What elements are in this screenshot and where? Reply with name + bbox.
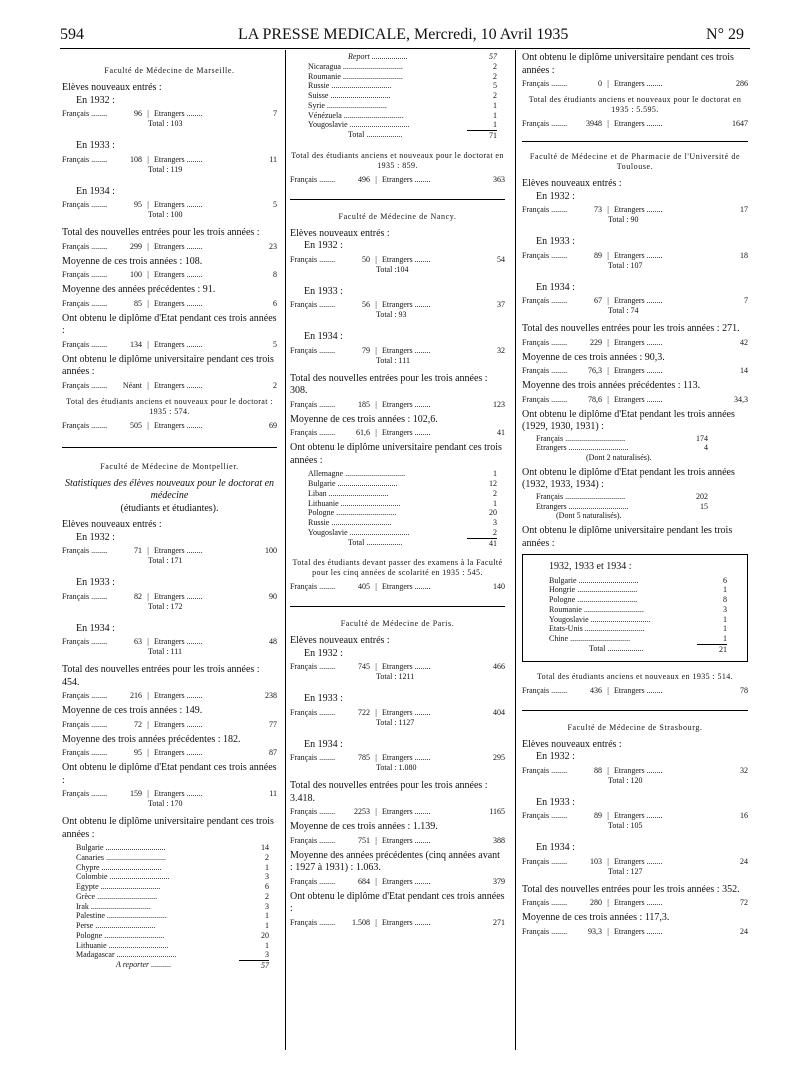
paragraph: Moyenne des années précédentes : 91. [62, 284, 216, 295]
year-label: En 1933 : [76, 577, 115, 588]
country-row: Irak .............................. 3 [76, 901, 269, 911]
year-label: En 1933 : [304, 285, 343, 297]
country-row: Pologne .............................. 20 [76, 930, 269, 940]
stat-row: Français ........ 505 | Etrangers ........ 69 [62, 420, 277, 430]
row-total: Total : 171 [148, 556, 183, 565]
stat-row: Français ........ 85 | Etrangers ........ 6 [62, 298, 277, 308]
stat-row: Français ........ 108 | Etrangers ........ 11 [62, 154, 277, 164]
paragraph: Elèves nouveaux entrés : [522, 178, 622, 189]
stat-row: Français .............................. 202 [536, 491, 708, 501]
stat-row: Français ........ 280 | Etrangers ........ 72 [522, 898, 748, 907]
paragraph: Ont obtenu le diplôme universitaire pendant ces trois années : [522, 52, 734, 76]
paragraph: Moyenne de ces trois années : 149. [62, 705, 203, 716]
stat-row: Etrangers .............................. 4 [536, 443, 708, 453]
year-label: En 1933 : [536, 796, 575, 808]
country-row: Colombie .............................. 3 [76, 872, 269, 882]
years-label: 1932, 1933 et 1934 : [549, 561, 632, 572]
stat-row: Français ........ 78,6 | Etrangers ........ 34,3 [522, 394, 748, 404]
row-total: Total : 1.080 [376, 763, 417, 773]
country-row: Madagascar .............................. 3 [76, 950, 269, 960]
country-row: Suisse .............................. 2 [308, 91, 497, 100]
paragraph: Ont obtenu le diplôme universitaire pendant les trois années : [522, 525, 733, 549]
section-title: Faculté de Médecine de Paris. [340, 619, 455, 629]
year-label: En 1932 : [304, 240, 343, 252]
section-title: Faculté de Médecine et de Pharmacie de l'Université de Toulouse. [529, 152, 741, 171]
row-total: Total : 103 [148, 119, 183, 128]
section-rule [290, 606, 505, 607]
country-row: Liban .............................. 2 [308, 488, 497, 498]
stat-row: Français ........ 73 | Etrangers ........ 17 [522, 205, 748, 214]
year-label: En 1934 : [304, 738, 343, 750]
paragraph: Ont obtenu le diplôme d'Etat pendant ces trois années : [290, 890, 505, 915]
country-row: Bulgarie .............................. 14 [76, 843, 269, 852]
stat-row: Français ........ 103 | Etrangers ........ 24 [522, 856, 748, 866]
country-row: Egypte .............................. 6 [76, 882, 269, 891]
stat-row: Français ........ 76,3 | Etrangers ........ 14 [522, 366, 748, 375]
country-row: Nicaragua .............................. 2 [308, 61, 497, 71]
stat-row: Français ........ 93,3 | Etrangers ........ 24 [522, 926, 748, 936]
stat-row: Français ........ 95 | Etrangers ........ 87 [62, 748, 277, 757]
column-3 [522, 52, 748, 937]
stat-row: Français ........ 61,6 | Etrangers ........ 41 [290, 428, 505, 438]
paragraph: Total des nouvelles entrées pour les trois années : 308. [290, 372, 488, 397]
total-students-heading: Total des étudiants anciens et nouveaux pour le doctorat en 1935 : 5.595. [528, 95, 742, 114]
country-row: Canaries .............................. 2 [76, 852, 269, 862]
stat-row: Français ........ 100 | Etrangers ........ 8 [62, 270, 277, 279]
country-row: Roumanie .............................. 3 [549, 604, 727, 614]
row-total: Total : 170 [148, 799, 183, 808]
row-total: Total : 111 [376, 355, 410, 365]
paragraph: Ont obtenu le diplôme universitaire pendant ces trois années : [62, 353, 274, 377]
paragraph: Total des nouvelles entrées pour les trois années : 271. [522, 323, 740, 334]
year-label: En 1934 : [304, 331, 343, 343]
country-row: Yougoslavie .............................. 1 [308, 120, 497, 130]
country-row: Russie .............................. 5 [308, 81, 497, 91]
section-rule [522, 710, 748, 711]
stat-row: Français ........ 63 | Etrangers ........ 48 [62, 637, 277, 646]
year-label: En 1934 : [76, 622, 115, 634]
note: (Dont 2 naturalisés). [586, 453, 652, 462]
paragraph: Moyenne de ces trois années : 117,3. [522, 912, 670, 923]
year-label: En 1932 : [76, 531, 115, 543]
row-total: Total : 74 [608, 306, 639, 315]
report-row: Report .................. 57 [348, 52, 497, 61]
stat-row: Français ........ 82 | Etrangers ........ 90 [62, 591, 277, 601]
country-row: Roumanie .............................. 2 [308, 71, 497, 81]
stat-row: Français ........ 745 | Etrangers ........ 466 [290, 662, 505, 672]
country-row: Lithuanie .............................. 1 [308, 498, 497, 508]
paragraph: Total des nouvelles entrées pour les trois années : 352. [522, 883, 740, 895]
total-row: Total .................. 41 [348, 537, 497, 548]
stat-row: Français ........ 496 | Etrangers ........ 363 [290, 174, 505, 184]
paragraph: Ont obtenu le diplôme d'Etat pendant les trois années (1932, 1933, 1934) : [522, 466, 735, 491]
total-students-heading: Total des étudiants anciens et nouveaux pour le doctorat en 1935 : 859. [291, 150, 504, 170]
paragraph: Elèves nouveaux entrés : [62, 519, 162, 530]
stat-row: Français ........ Néant | Etrangers ........ 2 [62, 380, 277, 390]
year-label: En 1934 : [76, 185, 115, 197]
row-total: Total : 119 [148, 164, 183, 174]
row-total: Total : 111 [148, 647, 182, 656]
total-students-heading: Total des étudiants anciens et nouveaux pour le doctorat : 1935 : 574. [66, 396, 273, 416]
paragraph: Elèves nouveaux entrés : [290, 635, 390, 647]
country-row: Bulgarie .............................. 6 [549, 575, 727, 585]
column-divider [515, 50, 516, 1050]
paragraph: (étudiants et étudiantes). [120, 502, 219, 514]
country-row: Etats-Unis .............................. 1 [549, 624, 727, 634]
year-label: En 1932 : [304, 647, 343, 659]
paragraph: Total des nouvelles entrées pour les trois années : 454. [62, 664, 260, 688]
country-row: Vénézuela .............................. 1 [308, 110, 497, 120]
note: (Dont 5 naturalisés). [556, 511, 622, 521]
stat-row: Français ........ 216 | Etrangers ........ 238 [62, 691, 277, 700]
header-rule [60, 48, 750, 49]
row-total: Total : 1211 [376, 672, 415, 682]
stat-row: Français ........ 0 | Etrangers ........ 286 [522, 79, 748, 88]
diploma-table-box [522, 554, 748, 662]
page-header [60, 26, 750, 48]
country-row: Hongrie .............................. 1 [549, 585, 727, 595]
stat-row: Français ........ 405 | Etrangers ........ 140 [290, 582, 505, 592]
stat-row: Français ........ 299 | Etrangers ........ 23 [62, 241, 277, 251]
row-total: Total : 93 [376, 310, 407, 320]
paragraph: Ont obtenu le diplôme universitaire pendant ces trois années : [62, 816, 274, 840]
row-total: Total : 127 [608, 866, 643, 876]
stat-row: Français ........ 436 | Etrangers ........ 78 [522, 685, 748, 695]
stat-row: Français ........ 67 | Etrangers ........ 7 [522, 296, 748, 305]
stat-row: Français ........ 88 | Etrangers ........ 32 [522, 765, 748, 775]
row-total: Total : 172 [148, 601, 183, 611]
country-row: Bulgarie .............................. 12 [308, 479, 497, 488]
row-total: Total : 100 [148, 210, 183, 219]
journal-title: LA PRESSE MEDICALE, Mercredi, 10 Avril 1935 [238, 26, 569, 43]
stat-row: Français ........ 89 | Etrangers ........ 16 [522, 811, 748, 820]
stat-row: Français ........ 79 | Etrangers ........ 32 [290, 345, 505, 355]
stat-row: Français ........ 89 | Etrangers ........ 18 [522, 250, 748, 260]
section-title: Faculté de Médecine de Strasbourg. [567, 722, 703, 732]
row-total: Total :104 [376, 264, 409, 274]
stat-row: Français ........ 159 | Etrangers ........ 11 [62, 789, 277, 798]
stat-row: Français ........ 684 | Etrangers ........ 379 [290, 876, 505, 886]
paragraph: Ont obtenu le diplôme d'Etat pendant ces trois années : [62, 312, 277, 336]
country-row: Grèce .............................. 2 [76, 891, 269, 901]
issue-number: N° 29 [706, 26, 744, 43]
stat-row: Français ........ 3948 | Etrangers ........ 1647 [522, 119, 748, 128]
country-row: Allemagne .............................. 1 [308, 469, 497, 479]
stat-row: Français ........ 134 | Etrangers ........ 5 [62, 339, 277, 349]
year-label: En 1932 : [76, 94, 115, 106]
year-label: En 1934 : [536, 842, 575, 853]
stat-row: Français ........ 785 | Etrangers ........ 295 [290, 753, 505, 763]
paragraph: Moyenne des années précédentes (cinq années avant : 1927 à 1931) : 1.063. [290, 849, 500, 874]
column-1 [62, 52, 277, 971]
paragraph: Statistiques des élèves nouveaux pour le doctorat en médecine [64, 477, 275, 501]
row-total: Total : 1127 [376, 717, 415, 727]
country-row: Perse .............................. 1 [76, 921, 269, 930]
stat-row: Français ........ 2253 | Etrangers ........ 1165 [290, 807, 505, 817]
stat-row: Français ........ 1.508 | Etrangers ........ 271 [290, 917, 505, 927]
paragraph: Elèves nouveaux entrés : [290, 227, 390, 239]
total-students-heading: Total des étudiants devant passer des examens à la Faculté pour les cinq années de scolarité en 1935 : 545. [292, 558, 503, 578]
country-row: Lithuanie .............................. 1 [76, 940, 269, 950]
section-title: Faculté de Médecine de Marseille. [104, 66, 235, 75]
country-row: Syrie .............................. 1 [308, 100, 497, 110]
row-total: Total : 105 [608, 821, 643, 830]
country-row: Russie .............................. 3 [308, 518, 497, 527]
section-rule [62, 447, 277, 448]
country-row: Palestine .............................. 1 [76, 911, 269, 921]
stat-row: Français ........ 72 | Etrangers ........ 77 [62, 719, 277, 729]
paragraph: Moyenne de ces trois années : 90,3. [522, 351, 665, 363]
row-total: Total : 120 [608, 775, 643, 785]
country-row: Chine .............................. 1 [549, 634, 727, 643]
total-row: Total .................. 21 [589, 643, 727, 654]
total-row: Total .................. 71 [348, 130, 497, 140]
stat-row: Français ........ 751 | Etrangers ........ 388 [290, 835, 505, 845]
paragraph: Ont obtenu le diplôme d'Etat pendant ces trois années : [62, 762, 277, 786]
stat-row: Français ........ 50 | Etrangers ........ 54 [290, 254, 505, 264]
stat-row: Etrangers .............................. 15 [536, 501, 708, 511]
stat-row: Français ........ 56 | Etrangers ........ 37 [290, 300, 505, 310]
section-rule [522, 141, 748, 142]
stat-row: Français ........ 229 | Etrangers ........ 42 [522, 337, 748, 347]
country-row: Yougoslavie .............................. 2 [308, 527, 497, 537]
row-total: Total : 90 [608, 215, 639, 224]
paragraph: Ont obtenu le diplôme d'Etat pendant les trois années (1929, 1930, 1931) : [522, 408, 735, 432]
row-total: Total : 107 [608, 260, 643, 270]
stat-row: Français ........ 95 | Etrangers ........ 5 [62, 200, 277, 209]
page-number: 594 [60, 26, 84, 43]
stat-row: Français ........ 185 | Etrangers ........ 123 [290, 399, 505, 409]
year-label: En 1933 : [304, 693, 343, 705]
year-label: En 1934 : [536, 281, 575, 293]
paragraph: Moyenne de ces trois années : 102,6. [290, 413, 438, 425]
paragraph: Moyenne des trois années précédentes : 182. [62, 733, 241, 745]
paragraph: Elèves nouveaux entrés : [522, 738, 622, 750]
year-label: En 1932 : [536, 751, 575, 762]
paragraph: Ont obtenu le diplôme universitaire pendant ces trois années : [290, 442, 502, 466]
stat-row: Français ........ 722 | Etrangers ........ 404 [290, 707, 505, 717]
country-row: Pologne .............................. 8 [549, 595, 727, 604]
column-2 [290, 52, 505, 928]
year-label: En 1933 : [536, 236, 575, 247]
reporter-row: A reporter .......... 57 [116, 960, 269, 970]
year-label: En 1932 : [536, 190, 575, 202]
column-divider [285, 50, 286, 1050]
section-rule [290, 199, 505, 200]
paragraph: Elèves nouveaux entrés : [62, 82, 162, 93]
stat-row: Français ........ 71 | Etrangers ........ 100 [62, 546, 277, 555]
paragraph: Total des nouvelles entrées pour les trois années : 3.418. [290, 780, 488, 804]
paragraph: Moyenne des trois années précédentes : 113. [522, 380, 701, 391]
stat-row: Français .............................. 174 [536, 433, 708, 443]
country-row: Chypre .............................. 1 [76, 862, 269, 872]
section-title: Faculté de Médecine de Nancy. [338, 211, 457, 221]
country-row: Yougoslavie .............................. 1 [549, 614, 727, 624]
stat-row: Français ........ 96 | Etrangers ........ 7 [62, 109, 277, 118]
country-row: Pologne .............................. 20 [308, 508, 497, 518]
paragraph: Total des nouvelles entrées pour les trois années : [62, 227, 260, 238]
year-label: En 1933 : [76, 140, 115, 151]
section-title: Faculté de Médecine de Montpellier. [100, 461, 239, 471]
paragraph: Moyenne de ces trois années : 108. [62, 255, 203, 267]
total-students-heading: Total des étudiants anciens et nouveaux en 1935 : 514. [536, 671, 734, 681]
paragraph: Moyenne de ces trois années : 1.139. [290, 821, 438, 833]
